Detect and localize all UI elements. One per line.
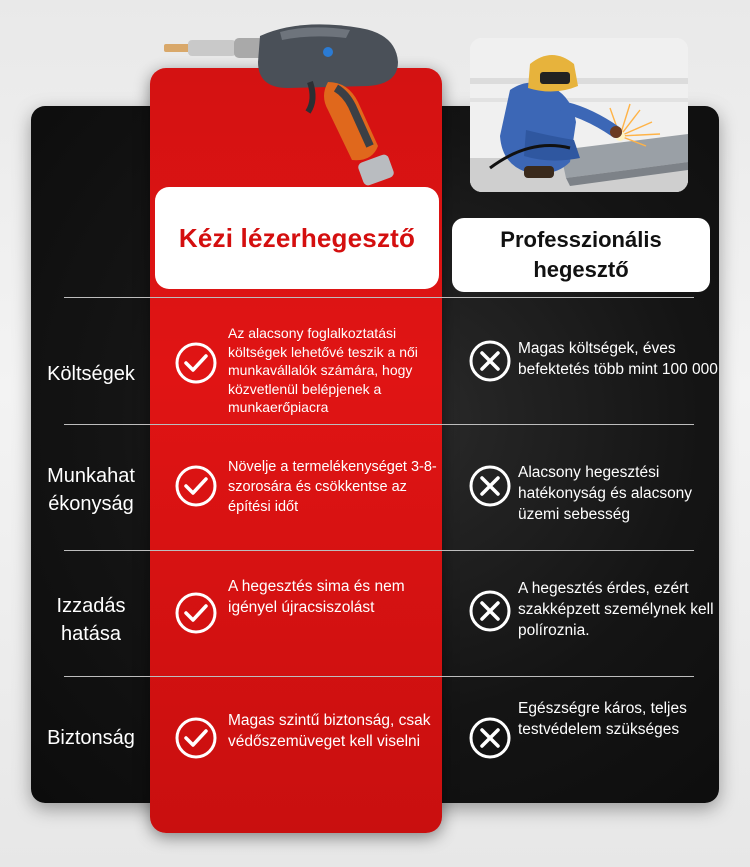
check-circle-icon (174, 591, 218, 635)
x-circle-icon (468, 339, 512, 383)
professional-welder-title: Professzionális hegesztő (500, 227, 662, 282)
x-circle-icon (468, 716, 512, 760)
x-circle-icon (468, 589, 512, 633)
x-circle-icon (468, 464, 512, 508)
laser-welder-header (155, 187, 439, 289)
row-divider (64, 297, 694, 298)
row-label-safety: Biztonság (47, 727, 135, 749)
laser-costs-text: Az alacsony foglalkoztatási költségek lehetővé teszik a női munkavállalók számára, hogy közvetlenül belépjenek a munkaerőpiacra (228, 325, 418, 415)
check-circle-icon (174, 464, 218, 508)
professional-safety-text: Egészségre káros, teljes testvédelem szükséges (518, 700, 687, 738)
row-label-efficiency: Munkahat ékonyság (47, 465, 135, 515)
row-label-costs: Költségek (47, 363, 135, 385)
check-circle-icon (174, 716, 218, 760)
professional-finish-text: A hegesztés érdes, ezért szakképzett személynek kell políroznia. (518, 580, 714, 639)
row-divider (64, 424, 694, 425)
laser-safety-text: Magas szintű biztonság, csak védőszemüveget kell viselni (228, 712, 431, 750)
professional-welder-header (452, 218, 710, 292)
laser-finish-text: A hegesztés sima és nem igényel újracsiszolást (228, 578, 405, 616)
laser-welder-title: Kézi lézerhegesztő (178, 222, 416, 253)
check-circle-icon (174, 341, 218, 385)
laser-welding-gun-image (160, 16, 412, 188)
row-divider (64, 550, 694, 551)
row-divider (64, 676, 694, 677)
welder-photo (470, 38, 688, 192)
professional-costs-text: Magas költségek, éves befektetés több mint 100 000 (518, 340, 718, 378)
laser-efficiency-text: Növelje a termelékenységet 3-8-szorosára és csökkentse az építési időt (228, 459, 437, 515)
professional-efficiency-text: Alacsony hegesztési hatékonyság és alacsony üzemi sebesség (518, 464, 693, 523)
row-label-finish: Izzadás hatása (56, 595, 126, 645)
